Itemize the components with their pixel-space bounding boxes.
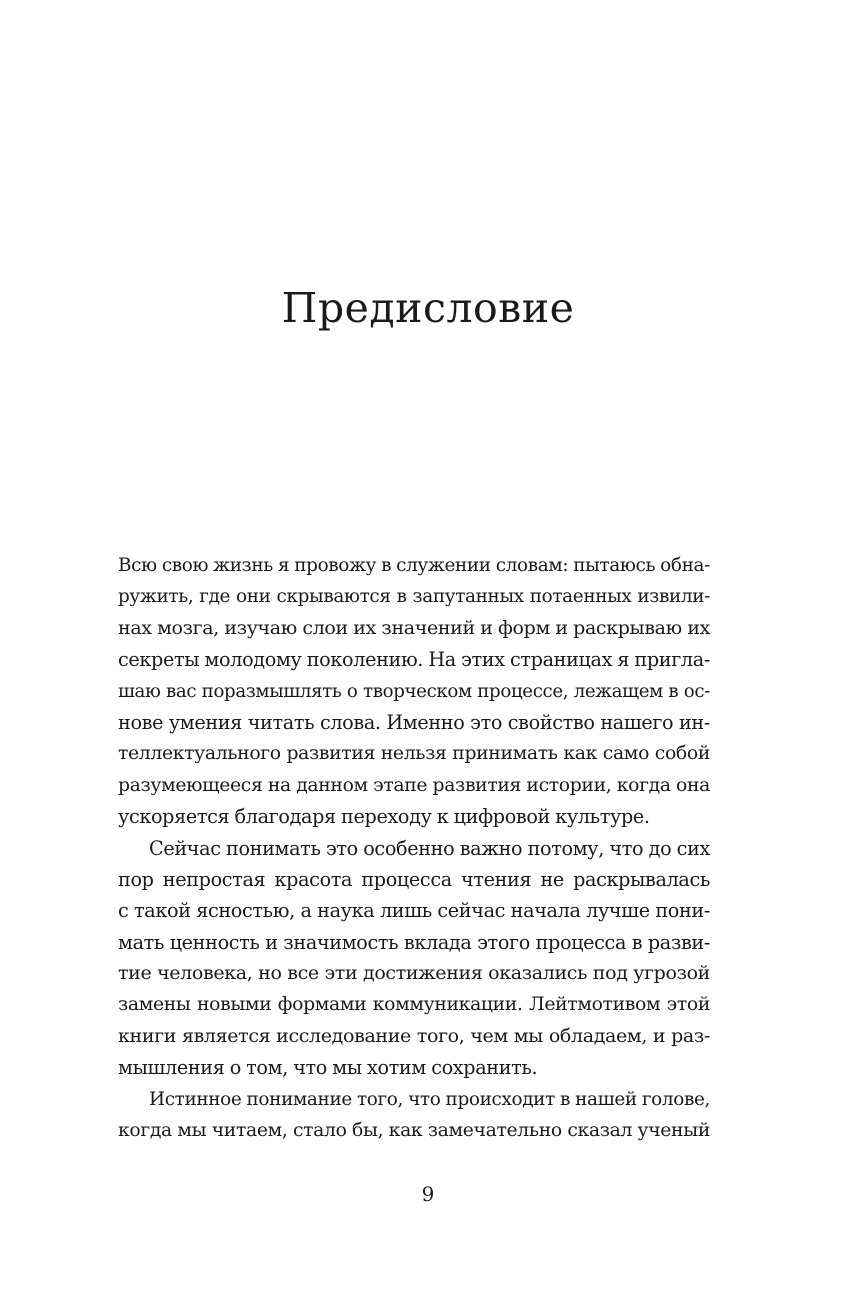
text-line: секреты молодому поколению. На этих страницах я пригла- — [118, 648, 710, 672]
text-line: разумеющееся на данном этапе развития истории, когда она — [118, 774, 710, 796]
text-line: ускоряется благодаря переходу к цифровой культуре. — [118, 805, 650, 829]
text-line: замены новыми формами коммуникации. Лейтмотивом этой — [118, 994, 710, 1016]
text-line: когда мы читаем, стало бы, как замечательно сказал ученый — [118, 1120, 710, 1142]
text-line: Сейчас понимать это особенно важно потому, что до сих — [149, 836, 710, 860]
chapter-title: Предисловие — [281, 284, 575, 332]
text-line: мать ценность и значимость вклада этого процесса в разви- — [118, 930, 710, 954]
text-line: теллектуального развития нельзя принимать как само собой — [118, 743, 710, 765]
body-text — [118, 550, 710, 1146]
text-line: нове умения читать слова. Именно это свойство нашего ин- — [118, 710, 710, 734]
text-line: ружить, где они скрываются в запутанных потаенных извили- — [118, 586, 710, 608]
text-line: нах мозга, изучаю слои их значений и форм и раскрываю их — [118, 616, 710, 639]
page-number: 9 — [421, 1182, 435, 1206]
text-line: мышления о том, что мы хотим сохранить. — [118, 1056, 538, 1080]
text-line: шаю вас поразмышлять о творческом процессе, лежащем в ос- — [118, 680, 710, 702]
text-line: Всю свою жизнь я провожу в служении словам: пытаюсь обна- — [118, 555, 710, 576]
text-line: тие человека, но все эти достижения оказались под угрозой — [118, 962, 710, 985]
text-line: книги является исследование того, чем мы обладаем, и раз- — [118, 1024, 710, 1047]
text-line: Истинное понимание того, что происходит в нашей голове, — [149, 1088, 710, 1110]
text-line: пор непростая красота процесса чтения не раскрывалась — [118, 867, 710, 891]
text-line: с такой ясностью, а наука лишь сейчас начала лучше пони- — [118, 899, 710, 923]
